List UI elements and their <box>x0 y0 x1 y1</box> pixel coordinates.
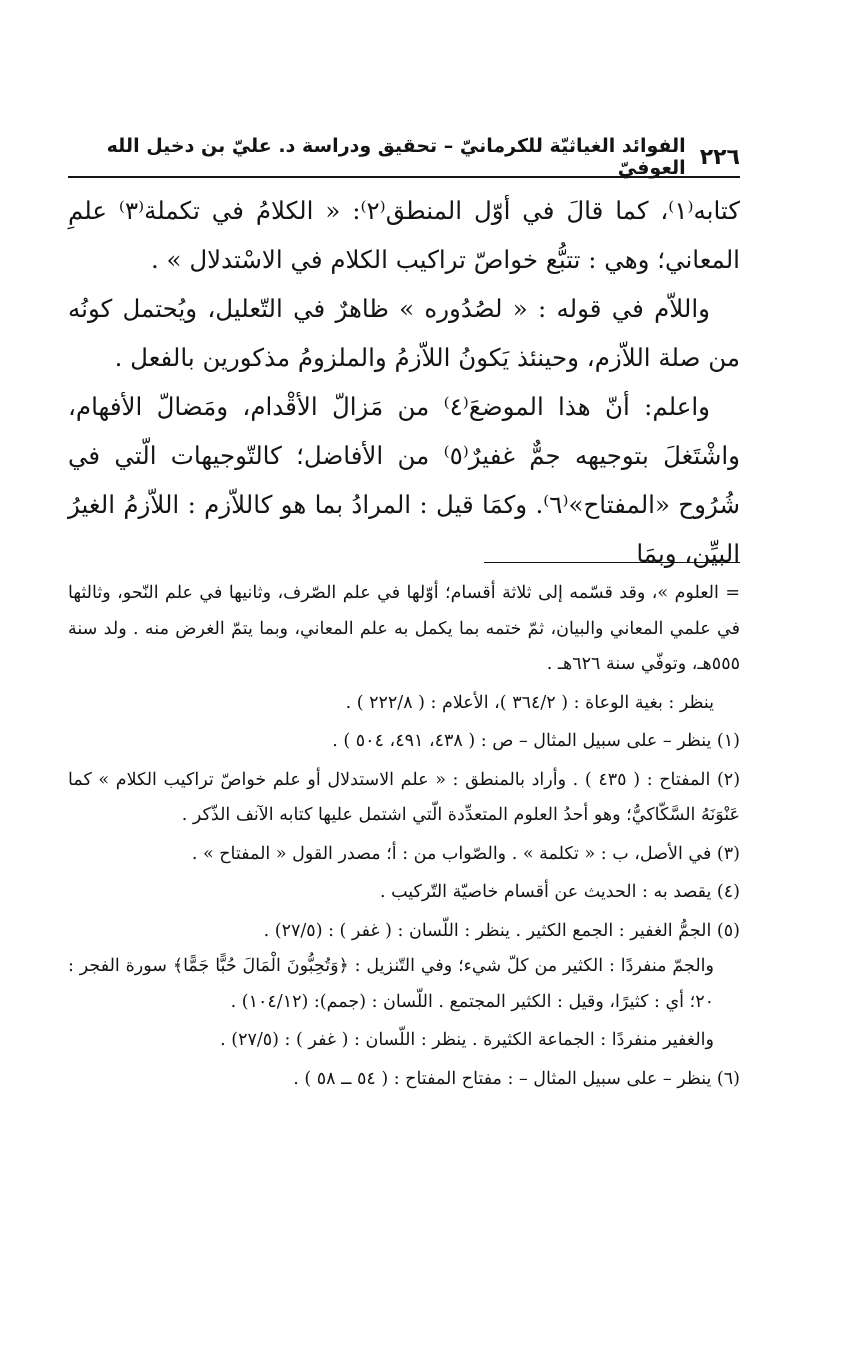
footnote-3: (٣) في الأصل، ب : « تكلمة » . والصّواب من : أ؛ مصدر القول « المفتاح » . <box>191 843 740 864</box>
footnotes <box>68 576 740 1097</box>
main-text <box>68 186 740 578</box>
footnote-continuation: = العلوم »، وقد قسّمه إلى ثلاثة أقسام؛ أوّلها في علم الصّرف، وثانيها في علم النّحو، وثالثها في علمي المعاني والبيان، ثمّ ختمه بما يكمل به علم المعاني، وبما يتمّ الغرض منه . ولد سنة ٥٥٥هـ، وتوفّي سنة ٦٢٦هـ . <box>68 583 740 674</box>
footnote-4: (٤) يقصد به : الحديث عن أقسام خاصيّة التّركيب . <box>379 882 740 902</box>
running-title: الفوائد الغياثيّة للكرمانيّ – تحقيق ودراسة د. عليّ بن دخيل الله العوفيّ <box>106 135 686 179</box>
footnote-5-note-a: والجمّ منفردًا : الكثير من كلّ شيء؛ وفي التّنزيل : ﴿وَتُحِبُّونَ الْمَالَ حُبًّا جَمًّا﴾ سورة الفجر : ٢٠؛ أي : كثيرًا، وقيل : الكثير المجتمع . اللّسان : (جمم): (١٠٤/١٢) . <box>68 956 714 1012</box>
footnote-divider <box>484 562 740 563</box>
running-header <box>68 135 740 179</box>
footnote-1: (١) ينظر – على سبيل المثال – ص : ( ٤٣٨، ٤٩١، ٥٠٤ ) . <box>332 731 740 751</box>
footnote-6: (٦) ينظر – على سبيل المثال – : مفتاح المفتاح : ( ٥٤ ــ ٥٨ ) . <box>293 1068 740 1089</box>
footnote-5-note-b: والغفير منفردًا : الجماعة الكثيرة . ينظر : اللّسان : ( غفر ) : (٢٧/٥) . <box>220 1030 714 1050</box>
book-page <box>68 0 740 1370</box>
footnote-reference-line: ينظر : بغية الوعاة : ( ٣٦٤/٢ )، الأعلام : ( ٢٢٢/٨ ) . <box>345 692 714 713</box>
header-divider <box>68 176 740 178</box>
main-paragraph-3: واعلم: أنّ هذا الموضعَ⁽٤⁾ من مَزالّ الأقْدام، ومَضالّ الأفهام، واشْتَغلَ بتوجيهه جمٌّ غفيرٌ⁽٥⁾ من الأفاضل؛ كالتّوجيهات الّتي في شُرُوح «المفتاح»⁽٦⁾. وكمَا قيل : المرادُ بما هو كاللاّزم : اللاّزمُ الغيرُ البيِّن، وبمَا <box>68 392 740 568</box>
footnote-5: (٥) الجمُّ الغفير : الجمع الكثير . ينظر : اللّسان : ( غفر ) : (٢٧/٥) . <box>263 920 740 941</box>
main-paragraph-2: واللاّم في قوله : « لصُدُوره » ظاهرٌ في التّعليل، ويُحتمل كونُه من صلة اللاّزم، وحينئذ يَكونُ اللاّزمُ والملزومُ مذكورين بالفعل . <box>68 294 740 372</box>
footnote-2: (٢) المفتاح : ( ٤٣٥ ) . وأراد بالمنطق : « علم الاستدلال أو علم خواصّ تراكيب الكلام » كما عَنْوَنَهُ السَّكّاكيُّ؛ وهو أحدُ العلوم المتعدِّدة الّتي اشتمل عليها كتابه الآنف الذّكر . <box>68 769 741 825</box>
main-paragraph-1: كتابه⁽١⁾، كما قالَ في أوّل المنطق⁽٢⁾: « الكلامُ في تكملة⁽٣⁾ علمِ المعاني؛ وهي : تتبُّع خواصّ تراكيب الكلام في الاسْتدلال » . <box>68 196 740 274</box>
page-number: ٢٢٦ <box>699 144 740 170</box>
